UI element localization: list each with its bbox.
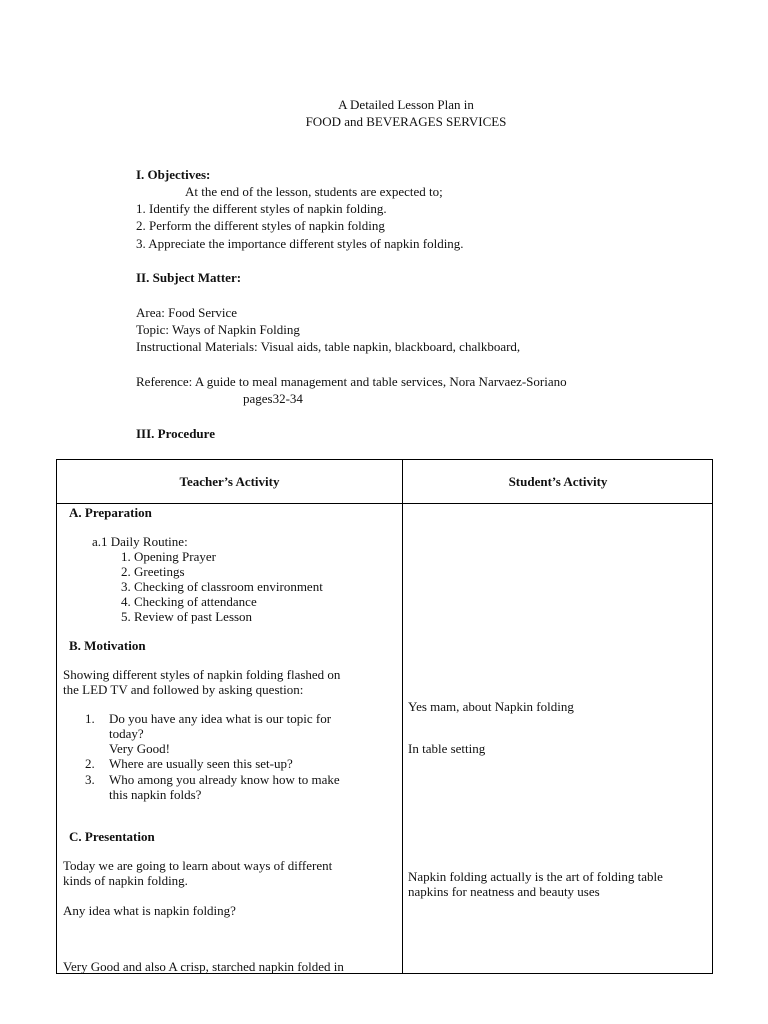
presentation-text-line2: kinds of napkin folding. <box>63 873 188 888</box>
document-title-line2: FOOD and BEVERAGES SERVICES <box>305 114 507 129</box>
motivation-text-line2: the LED TV and followed by asking question: <box>63 682 304 697</box>
subject-matter-heading: II. Subject Matter: <box>136 270 242 285</box>
motivation-text-line1: Showing different styles of napkin folding flashed on <box>63 667 341 682</box>
presentation-heading: C. Presentation <box>69 829 155 844</box>
student-answer-2: In table setting <box>408 741 486 756</box>
teacher-activity-header: Teacher’s Activity <box>179 474 280 489</box>
subject-topic: Topic: Ways of Napkin Folding <box>136 322 300 337</box>
objectives-heading: I. Objectives: <box>136 167 211 182</box>
table-column-divider <box>402 460 403 973</box>
question-2-line1: Where are usually seen this set-up? <box>109 756 293 771</box>
student-answer-3-line1: Napkin folding actually is the art of folding table <box>408 869 663 884</box>
subject-materials: Instructional Materials: Visual aids, table napkin, blackboard, chalkboard, <box>136 339 521 354</box>
presentation-continued-text: Very Good and also A crisp, starched napkin folded in <box>63 959 344 974</box>
objective-item-2: 2. Perform the different styles of napkin folding <box>136 218 385 233</box>
subject-reference: Reference: A guide to meal management and table services, Nora Narvaez-Soriano <box>136 374 567 389</box>
student-answer-1: Yes mam, about Napkin folding <box>408 699 574 714</box>
objective-item-1: 1. Identify the different styles of napkin folding. <box>136 201 387 216</box>
question-1-line1: Do you have any idea what is our topic for <box>109 711 332 726</box>
procedure-heading: III. Procedure <box>136 426 215 441</box>
routine-item-1: 1. Opening Prayer <box>121 549 216 564</box>
document-title-line1: A Detailed Lesson Plan in <box>338 97 474 112</box>
table-header-divider <box>57 503 712 504</box>
question-3-line1: Who among you already know how to make <box>109 772 340 787</box>
question-1-line2: today? <box>109 726 144 741</box>
question-2-number: 2. <box>85 756 95 771</box>
procedure-table <box>56 459 713 974</box>
student-activity-header: Student’s Activity <box>508 474 608 489</box>
question-3-number: 3. <box>85 772 95 787</box>
preparation-heading: A. Preparation <box>69 505 152 520</box>
subject-area: Area: Food Service <box>136 305 238 320</box>
routine-item-4: 4. Checking of attendance <box>121 594 257 609</box>
objective-item-3: 3. Appreciate the importance different styles of napkin folding. <box>136 236 464 251</box>
motivation-heading: B. Motivation <box>69 638 146 653</box>
presentation-question: Any idea what is napkin folding? <box>63 903 236 918</box>
student-answer-3-line2: napkins for neatness and beauty uses <box>408 884 600 899</box>
question-1-number: 1. <box>85 711 95 726</box>
presentation-text-line1: Today we are going to learn about ways of different <box>63 858 333 873</box>
objectives-intro: At the end of the lesson, students are expected to; <box>185 184 443 199</box>
subject-reference-pages: pages32-34 <box>243 391 303 406</box>
question-3-line2: this napkin folds? <box>109 787 202 802</box>
routine-item-5: 5. Review of past Lesson <box>121 609 253 624</box>
daily-routine-label: a.1 Daily Routine: <box>92 534 188 549</box>
routine-item-2: 2. Greetings <box>121 564 185 579</box>
question-1-line3: Very Good! <box>109 741 171 756</box>
routine-item-3: 3. Checking of classroom environment <box>121 579 323 594</box>
